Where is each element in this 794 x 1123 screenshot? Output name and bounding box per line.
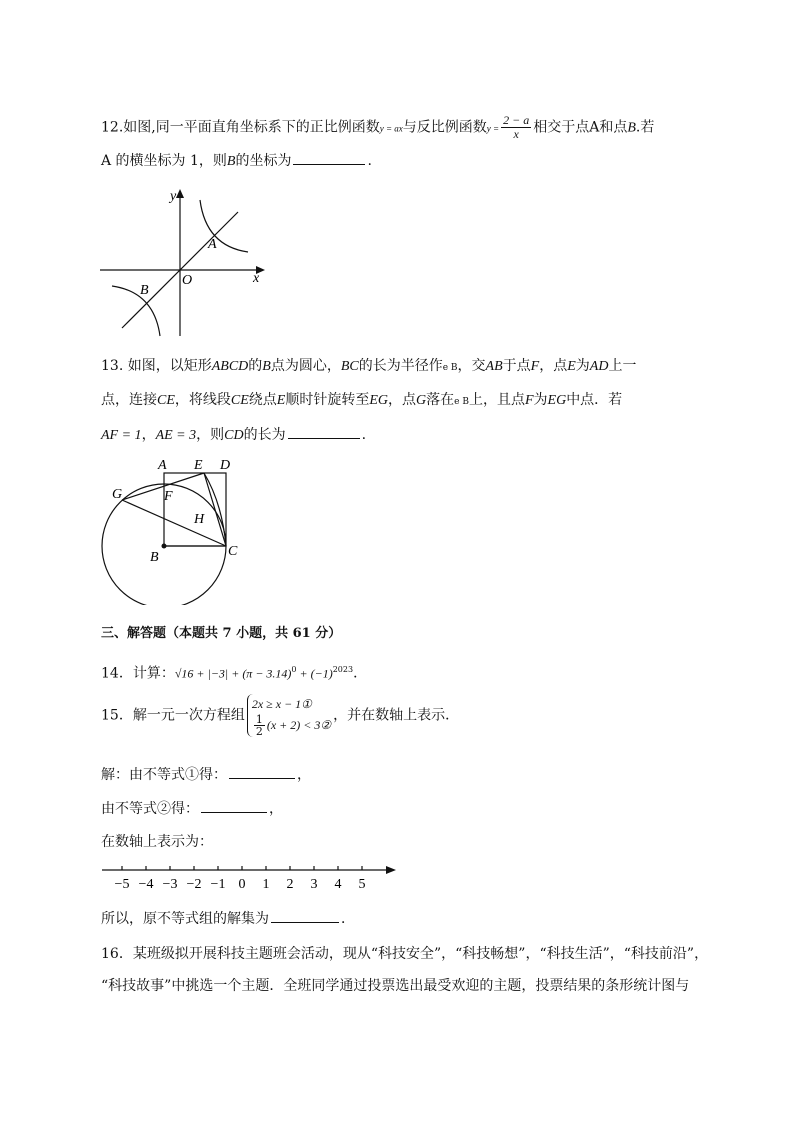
answer-blank[interactable] <box>293 150 365 165</box>
q12-fraction: $\frac{2 - a}{x}$ <box>503 113 530 141</box>
q15-sol2: 由不等式②得： ， <box>101 798 283 819</box>
fig-point-a-label: A <box>208 237 217 252</box>
section-heading: 三、解答题（本题共 7 小题，共 61 分） <box>101 626 342 641</box>
axis-tick-label: 2 <box>286 877 294 892</box>
answer-blank[interactable] <box>229 764 295 779</box>
q15-sol4: 所以，原不等式组的解集为 ． <box>101 908 355 929</box>
answer-blank[interactable] <box>201 798 267 813</box>
q12-line1: 12.如图,同一平面直角坐标系下的正比例函数y = ax与反比例函数y = $\frac{2 - a}{x}$ 相交于点A和点B.若 <box>101 113 655 141</box>
fig-point-a: A <box>158 458 167 473</box>
fig-point-g: G <box>112 487 123 502</box>
axis-tick-label: 4 <box>334 877 342 892</box>
number-line <box>100 860 400 894</box>
axis-tick-label: −2 <box>186 877 202 892</box>
axis-tick-label: −5 <box>114 877 130 892</box>
q12-formula-linear: y = ax <box>379 123 403 134</box>
q16-line2: “科技故事”中挑选一个主题．全班同学通过投票选出最受欢迎的主题，投票结果的条形统计图与 <box>101 978 690 994</box>
q13-line3: AF = 1，AE = 3，则CD的长为 . <box>101 424 366 446</box>
q15-sol1: 解：由不等式①得： ， <box>101 764 311 785</box>
axis-tick-label: 3 <box>310 877 318 892</box>
fig-y-label: y <box>170 189 177 204</box>
answer-blank[interactable] <box>271 908 339 923</box>
q13-figure <box>98 455 258 605</box>
axis-tick-label: 5 <box>358 877 366 892</box>
q13-line2: 点，连接CE，将线段CE绕点E顺时针旋转至EG，点G落在e B上，且点F为EG中点．若 <box>101 392 623 408</box>
axis-tick-label: 1 <box>262 877 270 892</box>
fig-point-f: F <box>164 489 173 504</box>
axis-tick-label: −4 <box>138 877 154 892</box>
q15-sol3: 在数轴上表示为： <box>101 834 213 850</box>
q13-line1: 13. 如图，以矩形ABCD的B点为圆心，BC的长为半径作e B，交AB于点F，点E为AD上一 <box>101 358 637 374</box>
fig-point-c: C <box>228 544 238 559</box>
answer-blank[interactable] <box>288 424 360 439</box>
fig-point-d: D <box>220 458 231 473</box>
q14: 14．计算：$√16 + |-3| + (\pi - 3.14)^0 + (-1)^{2023}$． <box>101 665 368 682</box>
axis-tick-label: 0 <box>238 877 246 892</box>
q12-figure <box>100 186 270 338</box>
fig-origin-label: O <box>182 273 193 288</box>
axis-tick-label: −1 <box>210 877 226 892</box>
inequality-system: 2x ≥ x − 1① $\frac{1}{2}$ (x + 2) < 3② <box>247 694 331 737</box>
q12-line2: A 的横坐标为 1，则B的坐标为 . <box>101 150 372 172</box>
q16-line1: 16．某班级拟开展科技主题班会活动，现从“科技安全”，“科技畅想”，“科技生活”，“科技前沿”， <box>101 946 709 962</box>
fig-x-label: x <box>253 271 260 286</box>
fig-point-b: B <box>150 550 159 565</box>
fig-point-h: H <box>194 512 205 527</box>
q15: 15．解一元一次方程组 2x ≥ x − 1① $\frac{1}{2}$ (x + 2) < 3② ，并在数轴上表示． <box>101 694 459 750</box>
fig-point-b-label: B <box>140 283 149 298</box>
fig-point-e: E <box>194 458 203 473</box>
axis-tick-label: −3 <box>162 877 178 892</box>
